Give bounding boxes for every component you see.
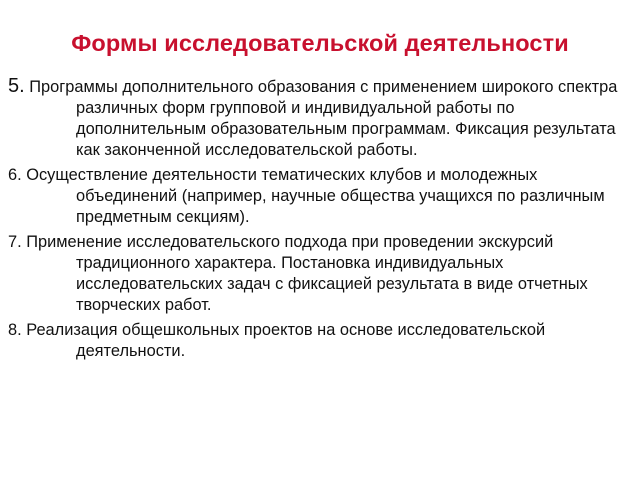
- list-item-text: Реализация общешкольных проектов на основе исследовательской деятельности.: [26, 321, 546, 360]
- list-item-number: 6.: [8, 166, 22, 184]
- list-item-text: Применение исследовательского подхода при проведении экскурсий традиционного характера. Постановка индивидуальных исследовательских задач с фиксацией результата в виде отчетных творческих работ.: [26, 233, 588, 314]
- list-item-text: Программы дополнительного образования с применением широкого спектра различных форм групповой и индивидуальной работы по дополнительным образовательным программам. Фиксация результата как законченной исследовательской работы.: [29, 78, 618, 159]
- slide-title: Формы исследовательской деятельности: [71, 30, 569, 56]
- list-item-number: 7.: [8, 233, 27, 251]
- list-item: [8, 165, 628, 228]
- list-item: [8, 232, 628, 316]
- list-item-text: Осуществление деятельности тематических клубов и молодежных объединений (например, научные общества учащихся по различным предметным секциям).: [26, 166, 605, 226]
- numbered-list: [8, 76, 628, 366]
- list-item-number: 8.: [8, 321, 22, 339]
- list-item-number: 5.: [8, 75, 25, 97]
- list-item: [8, 76, 628, 161]
- list-item: [8, 320, 628, 362]
